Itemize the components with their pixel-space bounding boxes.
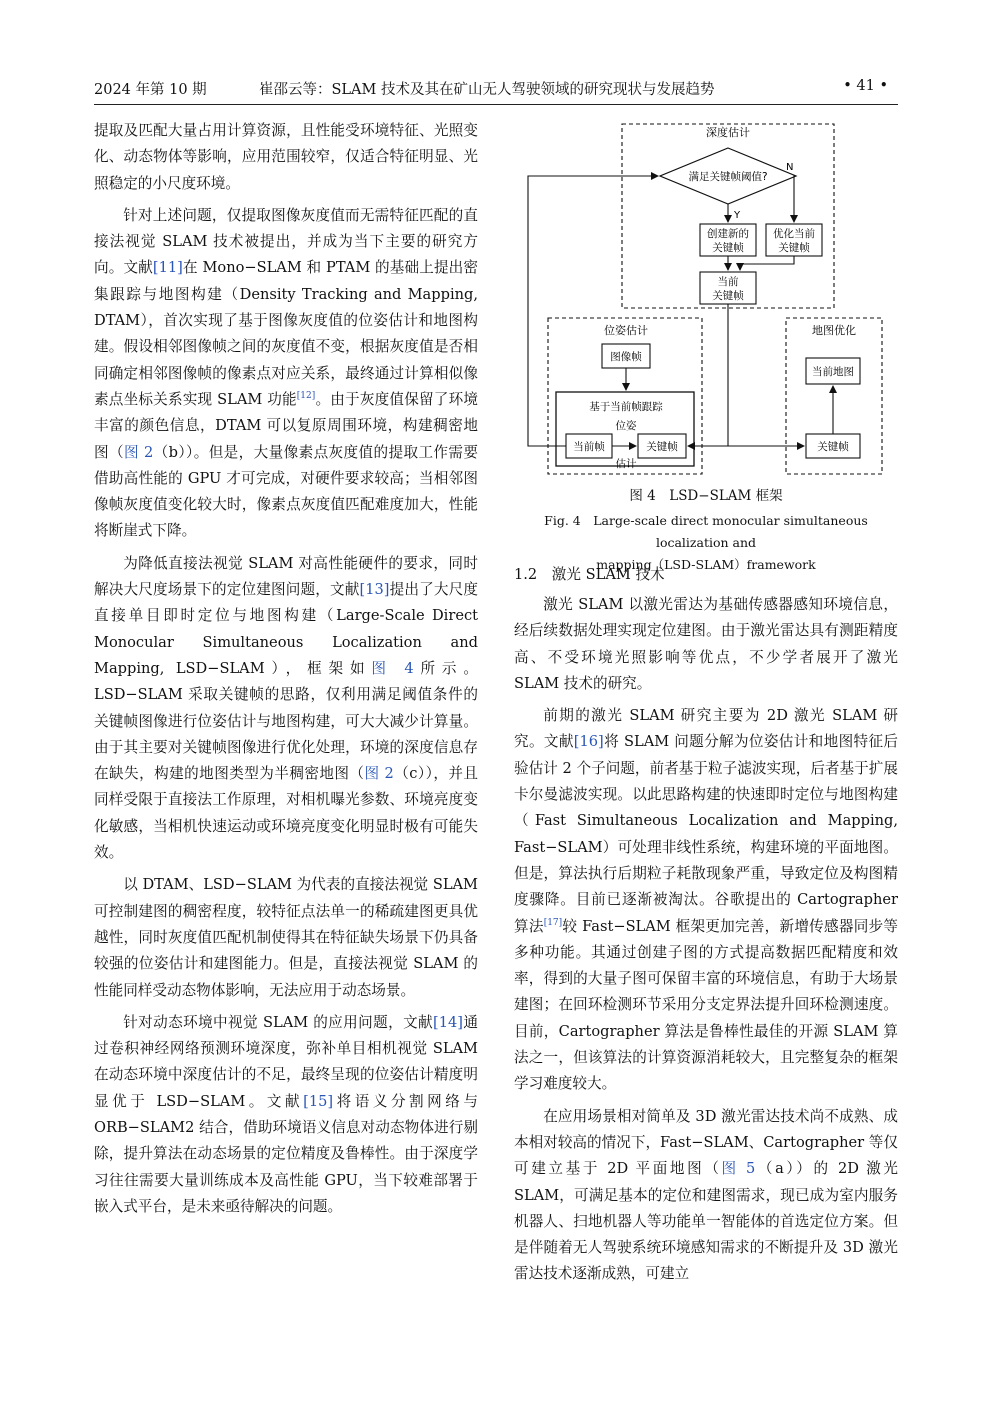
caption-en-line: Fig. 4 Large-scale direct monocular simultaneous localization and [544,513,868,550]
caption-en-line: mapping（LSD-SLAM）framework [596,557,816,572]
current-keyframe-label: 当前 [717,276,739,288]
no-label: N [786,162,794,173]
current-keyframe-label: 关键帧 [712,290,744,302]
current-map-label: 当前地图 [812,366,854,378]
optimize-keyframe-label: 优化当前 [773,228,815,240]
pose-label: 位姿 [615,420,637,432]
paragraph: 针对动态环境中视觉 SLAM 的应用问题，文献[14]通过卷积神经网络预测环境深度，弥补单目相机视觉 SLAM 在动态环境中深度估计的不足，最终呈现的位姿估计精度明显优于 LSD−SLAM。文献[15]将语义分割网络与 ORB−SLAM2 结合，借助环境语义信息对动态物体进行剔除，提升算法在动态场景的定位精度及鲁棒性。由于深度学习往往需要大量训练成本及高性能 GPU，当下较难部署于嵌入式平台，是未来亟待解决的问题。 [94,1013,478,1215]
current-frame-label: 当前帧 [573,441,605,453]
right-column [514,560,898,1294]
map-group-label: 地图优化 [812,324,856,337]
keyframe-label-right: 关键帧 [817,441,849,453]
arrow [794,176,796,222]
create-keyframe-label: 关键帧 [712,242,744,254]
pose-group-label: 位姿估计 [604,324,648,337]
section-heading: 1.2 激光 SLAM 技术 [514,566,665,583]
running-title: 崔邵云等：SLAM 技术及其在矿山无人驾驶领域的研究现状与发展趋势 [259,82,715,98]
arrow [740,256,794,270]
page-number: • 41 • [843,78,888,94]
lsd-slam-framework-diagram [514,118,898,480]
paragraph: 以 DTAM、LSD−SLAM 为代表的直接法视觉 SLAM 可控制建图的稠密程度，较特征点法单一的稀疏建图更具优越性，同时灰度值匹配机制使得其在特征缺失场景下仍具备较强的位姿估计和建图能力。但是，直接法视觉 SLAM 的性能同样受动态物体影响，无法应用于动态场景。 [94,876,478,999]
citation-link[interactable]: [13] [359,581,390,599]
citation-superscript[interactable]: [17] [543,917,563,928]
figure-link[interactable]: 图 4 [371,659,414,677]
tracking-title: 基于当前帧跟踪 [589,401,663,413]
paragraph: 针对上述问题，仅提取图像灰度值而无需特征匹配的直接法视觉 SLAM 技术被提出，并成为当下主要的研究方向。文献[11]在 Mono−SLAM 和 PTAM 的基础上提出密集跟踪与地图构建（Density Tracking and Mapping, DTAM），首次实现了基于图像灰度值的位姿估计和地图构建。假设相邻图像帧之间的灰度值不变，根据灰度值是否相同确定相邻图像帧的像素点对应关系，最终通过计算相似像素点坐标关系实现 SLAM 功能[12]。由于灰度值保留了环境丰富的颜色信息，DTAM 可以复原周围环境，构建稠密地图（图 2（b））。但是，大量像素点灰度值的提取工作需要借助高性能的 GPU 才可完成，对硬件要求较高；当相邻图像帧灰度值变化较大时，像素点灰度值匹配难度加大，性能将断崖式下降。 [94,206,478,540]
paragraph: 在应用场景相对简单及 3D 激光雷达技术尚不成熟、成本相对较高的情况下，Fast−SLAM、Cartographer 等仅可建立基于 2D 平面地图（图 5（a））的 2D 激光 SLAM，可满足基本的定位和建图需求，现已成为室内服务机器人、扫地机器人等功能单一智能体的首选定位方案。但是伴随着无人驾驶系统环境感知需求的不断提升及 3D 激光雷达技术逐渐成熟，可建立 [514,1107,898,1283]
left-column [94,118,478,1226]
estimate-label: 估计 [615,458,637,470]
decision-label: 满足关键帧阈值? [688,171,768,183]
citation-link[interactable]: [16] [573,733,604,751]
depth-group-label: 深度估计 [706,126,750,139]
figure-4 [514,118,898,484]
paragraph: 提取及匹配大量占用计算资源，且性能受环境特征、光照变化、动态物体等影响，应用范围较窄，仅适合特征明显、光照稳定的小尺度环境。 [94,122,478,192]
keyframe-label-left: 关键帧 [646,441,678,453]
yes-label: Y [734,210,741,221]
figure-caption-cn: 图 4 LSD−SLAM 框架 [629,488,783,504]
citation-link[interactable]: [14] [433,1013,464,1031]
figure-link[interactable]: 图 2 [123,443,154,461]
citation-link[interactable]: [15] [303,1092,334,1110]
create-keyframe-label: 创建新的 [707,228,749,240]
paragraph: 激光 SLAM 以激光雷达为基础传感器感知环境信息，经后续数据处理实现定位建图。由于激光雷达具有测距精度高、不受环境光照影响等优点，不少学者展开了激光 SLAM 技术的研究。 [514,596,898,692]
figure-link[interactable]: 图 2 [364,765,394,783]
optimize-keyframe-label: 关键帧 [778,242,810,254]
citation-link[interactable]: [11] [152,259,183,277]
issue-label: 2024 年第 10 期 [94,82,207,98]
citation-superscript[interactable]: [12] [296,391,316,402]
running-header [94,78,898,105]
paragraph: 前期的激光 SLAM 研究主要为 2D 激光 SLAM 研究。文献[16]将 SLAM 问题分解为位姿估计和地图特征后验估计 2 个子问题，前者基于粒子滤波实现，后者基于扩展卡尔曼滤波实现。以此思路构建的快速即时定位与地图构建（Fast Simultaneous Localization and Mapping, Fast−SLAM）可处理非线性系统，构建环境的平面地图。但是，算法执行后期粒子耗散现象严重，导致定位及构图精度骤降。目前已逐渐被淘汰。谷歌提出的 Cartographer 算法[17]较 Fast−SLAM 框架更加完善，新增传感器同步等多种功能。其通过创建子图的方式提高数据匹配精度和效率，得到的大量子图可保留丰富的环境信息，有助于大场景建图；在回环检测环节采用分支定界法提升回环检测速度。目前，Cartographer 算法是鲁棒性最佳的开源 SLAM 算法之一，但该算法的计算资源消耗较大，且完整复杂的框架学习难度较大。 [514,707,898,1093]
paragraph: 为降低直接法视觉 SLAM 对高性能硬件的要求，同时解决大尺度场景下的定位建图问题，文献[13]提出了大尺度直接单目即时定位与地图构建（Large-Scale Direct Monocular Simultaneous Localization and Mapping, LSD−SLAM），框架如图 4所示。LSD−SLAM 采取关键帧的思路，仅利用满足阈值条件的关键帧图像进行位姿估计与地图构建，可大大减少计算量。由于其主要对关键帧图像进行优化处理，环境的深度信息存在缺失，构建的地图类型为半稠密地图（图 2（c）），并且同样受限于直接法工作原理，对相机曝光参数、环境亮度变化敏感，当相机快速运动或环境亮度变化明显时极有可能失效。 [94,554,478,862]
figure-link[interactable]: 图 5 [721,1160,756,1178]
image-frame-label: 图像帧 [610,351,642,363]
